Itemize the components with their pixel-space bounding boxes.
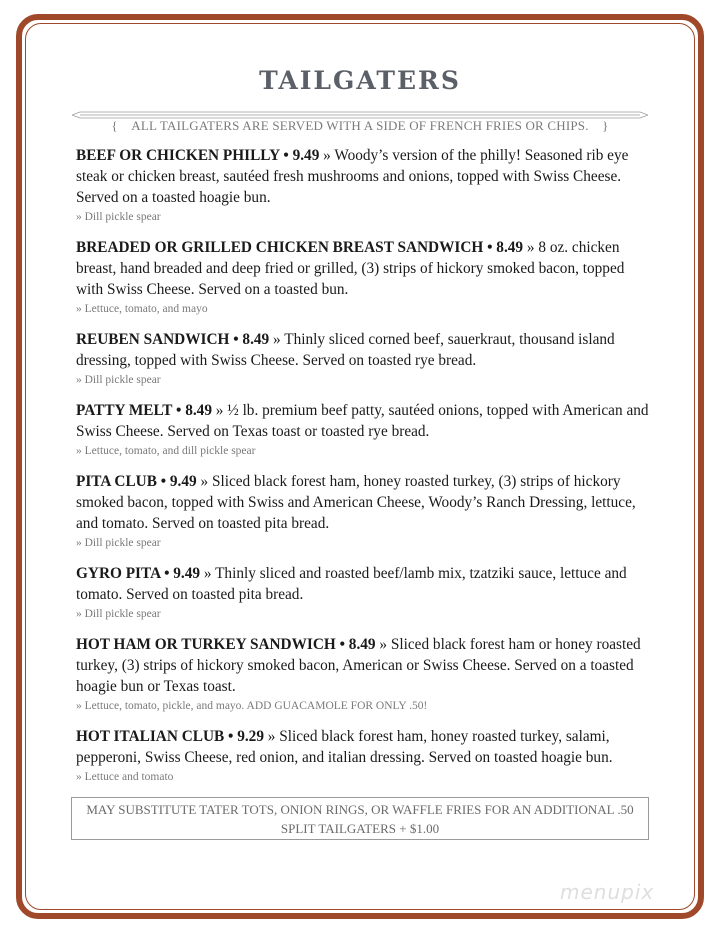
item-description: » Sliced black forest ham, honey roasted turkey, salami, pepperoni, Swiss Cheese, red onion, and italian dressing. Served on toasted hoagie bun. <box>76 728 613 766</box>
item-description: » Thinly sliced corned beef, sauerkraut, thousand island dressing, topped with Swiss Cheese. Served on toasted rye bread. <box>76 331 615 369</box>
item-note: » Dill pickle spear <box>76 608 161 620</box>
menu-item <box>76 237 651 317</box>
item-note: » Dill pickle spear <box>76 374 161 386</box>
item-name: HOT ITALIAN CLUB • 9.29 <box>76 728 264 745</box>
menu-item <box>76 726 651 785</box>
menu-item <box>76 634 651 714</box>
subtitle <box>72 118 648 134</box>
subtitle-text: ALL TAILGATERS ARE SERVED WITH A SIDE OF FRENCH FRIES OR CHIPS. <box>131 118 589 133</box>
item-note: » Lettuce, tomato, and dill pickle spear <box>76 445 256 457</box>
item-name: REUBEN SANDWICH • 8.49 <box>76 331 270 348</box>
menu-item <box>76 563 651 622</box>
item-name: PATTY MELT • 8.49 <box>76 402 212 419</box>
watermark-logo: menupix <box>560 880 655 904</box>
item-description: » ½ lb. premium beef patty, sautéed onions, topped with American and Swiss Cheese. Served on Texas toast or toasted rye bread. <box>76 402 649 440</box>
item-description: » Sliced black forest ham or honey roasted turkey, (3) strips of hickory smoked bacon, American or Swiss Cheese. Served on a toasted hoagie bun or Texas toast. <box>76 636 641 695</box>
item-note: » Lettuce, tomato, and mayo <box>76 303 208 315</box>
item-description: » Sliced black forest ham, honey roasted turkey, (3) strips of hickory smoked bacon, topped with Swiss and American Cheese, Woody’s Ranch Dressing, lettuce, and tomato. Served on toasted pita bread. <box>76 473 636 532</box>
item-name: GYRO PITA • 9.49 <box>76 565 201 582</box>
item-note: » Lettuce and tomato <box>76 771 174 783</box>
page-title: TAILGATERS <box>259 66 461 95</box>
item-note: » Lettuce, tomato, pickle, and mayo. ADD GUACAMOLE FOR ONLY .50! <box>76 700 428 712</box>
item-name: PITA CLUB • 9.49 <box>76 473 197 490</box>
split-text: SPLIT TAILGATERS + $1.00 <box>280 821 440 836</box>
item-name: HOT HAM OR TURKEY SANDWICH • 8.49 <box>76 636 376 653</box>
subtitle-banner <box>72 106 648 136</box>
item-description: » Woody’s version of the philly! Seasoned rib eye steak or chicken breast, sautéed fresh mushrooms and onions, topped with Swiss Cheese. Served on a toasted hoagie bun. <box>76 147 629 206</box>
item-note: » Dill pickle spear <box>76 211 161 223</box>
menu-items <box>76 145 651 797</box>
item-name: BREADED OR GRILLED CHICKEN BREAST SANDWICH • 8.49 <box>76 239 524 256</box>
menu-item <box>76 145 651 225</box>
item-name: BEEF OR CHICKEN PHILLY • 9.49 <box>76 147 320 164</box>
brace-right: } <box>602 118 609 133</box>
item-description: » 8 oz. chicken breast, hand breaded and deep fried or grilled, (3) strips of hickory smoked bacon, topped with Swiss Cheese. Served on a toasted bun. <box>76 239 625 298</box>
menu-item <box>76 471 651 551</box>
item-note: » Dill pickle spear <box>76 537 161 549</box>
substitute-text: MAY SUBSTITUTE TATER TOTS, ONION RINGS, OR WAFFLE FRIES FOR AN ADDITIONAL .50 <box>86 802 634 817</box>
item-description: » Thinly sliced and roasted beef/lamb mix, tzatziki sauce, lettuce and tomato. Served on toasted pita bread. <box>76 565 627 603</box>
menu-item <box>76 329 651 388</box>
brace-left: { <box>111 118 118 133</box>
substitution-box <box>71 797 649 840</box>
menu-item <box>76 400 651 459</box>
